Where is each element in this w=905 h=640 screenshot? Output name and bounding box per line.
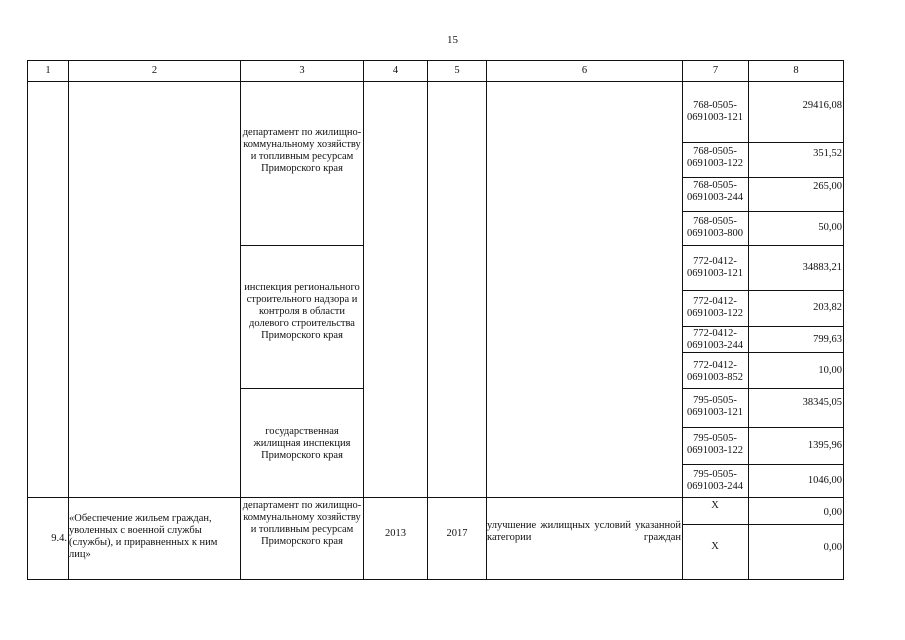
column-header-5: 5 xyxy=(454,65,460,76)
department-cell: департамент по жилищно-коммунальному хозяйству и топливным ресурсам Приморского края xyxy=(242,500,362,547)
amount-value: 203,82 xyxy=(813,302,842,313)
column-header-8: 8 xyxy=(793,65,799,76)
budget-code: 768-0505-0691003-800 xyxy=(687,216,743,239)
column-header-1: 1 xyxy=(45,65,51,76)
amount-value: 799,63 xyxy=(813,334,842,345)
budget-code: 795-0505-0691003-122 xyxy=(687,433,743,456)
column-header-3: 3 xyxy=(299,65,305,76)
budget-code: 772-0412-0691003-244 xyxy=(687,328,743,351)
column-header-6: 6 xyxy=(581,65,588,76)
amount-value: 29416,08 xyxy=(802,100,842,111)
budget-code: 768-0505-0691003-121 xyxy=(687,100,743,123)
budget-code: 768-0505-0691003-122 xyxy=(687,146,743,169)
budget-code: Х xyxy=(711,541,719,552)
budget-code: Х xyxy=(711,500,719,511)
budget-code: 768-0505-0691003-244 xyxy=(687,180,743,203)
amount-value: 351,52 xyxy=(813,148,842,159)
department-cell: инспекция регионального строительного надзора и контроля в области долевого строительства Приморского края xyxy=(244,282,360,341)
amount-value: 50,00 xyxy=(818,222,842,233)
column-header-7: 7 xyxy=(712,65,719,76)
amount-value: 265,00 xyxy=(813,181,842,192)
column-header-2: 2 xyxy=(151,65,158,76)
budget-code: 772-0412-0691003-852 xyxy=(687,360,743,383)
budget-code: 795-0505-0691003-244 xyxy=(687,469,743,492)
department-cell: государственная жилищная инспекция Приморского края xyxy=(253,426,351,461)
amount-value: 38345,05 xyxy=(802,397,842,408)
department-cell: департамент по жилищно-коммунальному хозяйству и топливным ресурсам Приморского края xyxy=(242,127,362,174)
item-name: «Обеспечение жильем граждан, уволенных с военной службы (службы), и приравненных к ним лиц» xyxy=(69,513,218,560)
amount-value: 10,00 xyxy=(818,365,842,376)
budget-code: 772-0412-0691003-121 xyxy=(687,256,743,279)
budget-code: 795-0505-0691003-121 xyxy=(687,395,743,418)
amount-value: 1395,96 xyxy=(807,440,842,451)
item-number: 9.4. xyxy=(51,533,67,544)
expected-result: улучшение жилищных условий указанной категории граждан xyxy=(487,520,681,543)
amount-value: 0,00 xyxy=(823,507,842,518)
amount-value: 34883,21 xyxy=(802,262,842,273)
page-number: 15 xyxy=(447,34,458,46)
start-year: 2013 xyxy=(385,528,406,539)
column-header-4: 4 xyxy=(392,65,399,76)
budget-code: 772-0412-0691003-122 xyxy=(687,296,743,319)
amount-value: 0,00 xyxy=(823,542,842,553)
end-year: 2017 xyxy=(446,528,468,539)
amount-value: 1046,00 xyxy=(807,475,842,486)
